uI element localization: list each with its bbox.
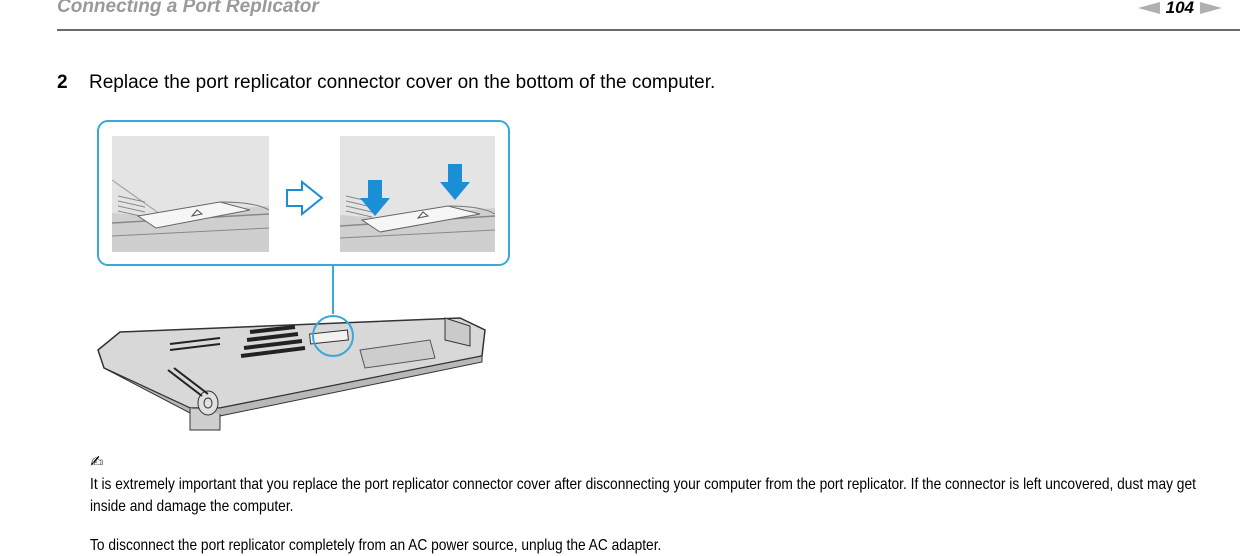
header-divider bbox=[57, 29, 1240, 31]
note-text: It is extremely important that you replace the port replicator connector cover after disconnecting your computer from the port replicator. If the connector is left uncovered, dust may get inside and damage the computer. bbox=[90, 476, 1196, 515]
header-title: Connecting a Port Replicator bbox=[57, 0, 319, 17]
arrow-right-icon bbox=[287, 182, 322, 214]
step-number: 2 bbox=[57, 72, 68, 93]
next-page-icon[interactable] bbox=[1200, 2, 1222, 14]
illustration bbox=[90, 118, 530, 438]
page-number: 104 bbox=[1165, 0, 1194, 17]
previous-page-icon[interactable] bbox=[1138, 2, 1160, 14]
note-paragraph bbox=[90, 474, 1196, 518]
note-pencil-icon: ✍ bbox=[90, 454, 104, 471]
laptop-bottom-view bbox=[98, 316, 485, 430]
final-instruction: To disconnect the port replicator completely from an AC power source, unplug the AC adapter. bbox=[90, 537, 662, 554]
before-panel bbox=[112, 136, 269, 252]
step-instruction bbox=[57, 72, 715, 94]
step-text: Replace the port replicator connector cover on the bottom of the computer. bbox=[89, 72, 716, 93]
page-navigation bbox=[1138, 0, 1222, 18]
after-panel bbox=[340, 136, 495, 252]
